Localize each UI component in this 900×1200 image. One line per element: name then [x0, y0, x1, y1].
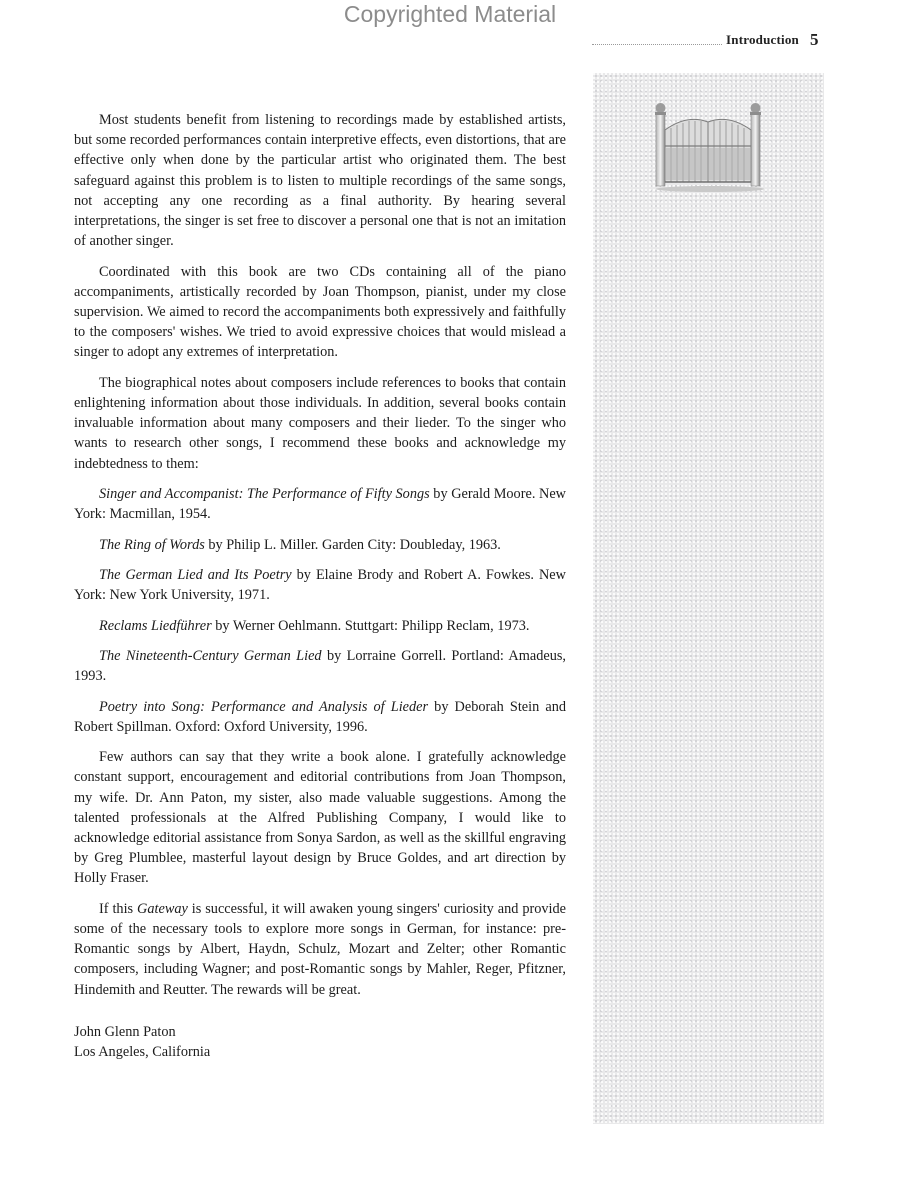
signature-block — [74, 1022, 210, 1062]
body-text — [74, 110, 566, 1010]
reference-item — [74, 616, 566, 636]
gate-icon — [652, 100, 764, 192]
reference-details: by Deborah Stein and Robert Spillman. Oxford: Oxford University, 1996. — [74, 698, 566, 735]
reference-item — [74, 646, 566, 686]
header-rule — [592, 44, 722, 45]
reference-title: Reclams Liedführer — [99, 617, 212, 634]
reference-details: by Werner Oehlmann. Stuttgart: Philipp Reclam, 1973. — [211, 617, 530, 634]
closing-text-end: is successful, it will awaken young singers' curiosity and provide some of the necessary tools to explore more songs in German, for instance: pre-Romantic songs by Albert, Haydn, Schulz, Mozart and Zelter; other Romantic composers, including Wagner; and post-Romantic songs by Mahler, Reger, Pfitzner, Hindemith and Reutter. The rewards will be great. — [74, 900, 566, 998]
reference-item — [74, 565, 566, 605]
author-location: Los Angeles, California — [74, 1044, 211, 1061]
running-head-title: Introduction — [726, 32, 799, 47]
reference-details: by Philip L. Miller. Garden City: Doubleday, 1963. — [204, 536, 501, 553]
reference-details: by Lorraine Gorrell. Portland: Amadeus, 1993. — [74, 647, 566, 685]
reference-item — [74, 535, 566, 555]
reference-item — [74, 697, 566, 737]
paragraph-cds: Coordinated with this book are two CDs containing all of the piano accompaniments, artistically recorded by Joan Thompson, pianist, under my close supervision. We aimed to record the accompaniments both expressively and faithfully to the composers' wishes. We tried to avoid expressive choices that would mislead a singer to adopt any extremes of interpretation. — [74, 263, 566, 361]
book-title-gateway: Gateway — [137, 900, 188, 917]
copyright-watermark: Copyrighted Material — [343, 1, 557, 27]
reference-title: Singer and Accompanist: The Performance of Fifty Songs — [99, 486, 430, 503]
reference-title: The Nineteenth-Century German Lied — [99, 647, 322, 664]
paragraph-acknowledgement: Few authors can say that they write a book alone. I gratefully acknowledge constant support, encouragement and editorial contributions from Joan Thompson, my wife. Dr. Ann Paton, my sister, also made valuable suggestions. Among the talented professionals at the Alfred Publishing Company, I would like to acknowledge editorial assistance from Sonya Sardon, as well as the skillful engraving by Greg Plumblee, masterful layout design by Bruce Goldes, and art direction by Holly Fraser. — [74, 749, 566, 887]
reference-title: The Ring of Words — [99, 536, 205, 553]
author-name: John Glenn Paton — [74, 1024, 176, 1040]
paragraph-biographical-notes: The biographical notes about composers include references to books that contain enlightening information about those individuals. In addition, several books contain invaluable information about many composers and their lieder. To the singer who wants to research other songs, I recommend these books and acknowledge my indebtedness to them: — [74, 374, 566, 472]
reference-details: by Gerald Moore. New York: Macmillan, 1954. — [74, 486, 566, 523]
page-number: 5 — [810, 30, 819, 49]
paragraph-recordings: Most students benefit from listening to recordings made by established artists, but some recorded performances contain interpretive effects, even distortions, that are effective only when done by the particular artist who originated them. The best safeguard against this problem is to listen to multiple recordings of the same songs, not accepting any one recording as a final authority. By hearing several interpretations, the singer is set free to discover a personal one that is not an imitation of another singer. — [74, 112, 566, 250]
closing-text-start: If this — [99, 900, 138, 917]
decorative-sidebar — [593, 73, 824, 1124]
reference-title: Poetry into Song: Performance and Analysis of Lieder — [99, 698, 429, 715]
reference-details: by Elaine Brody and Robert A. Fowkes. New York: New York University, 1971. — [74, 567, 566, 604]
reference-title: The German Lied and Its Poetry — [99, 567, 292, 583]
paragraph-closing — [74, 899, 566, 1000]
reference-item — [74, 484, 566, 524]
